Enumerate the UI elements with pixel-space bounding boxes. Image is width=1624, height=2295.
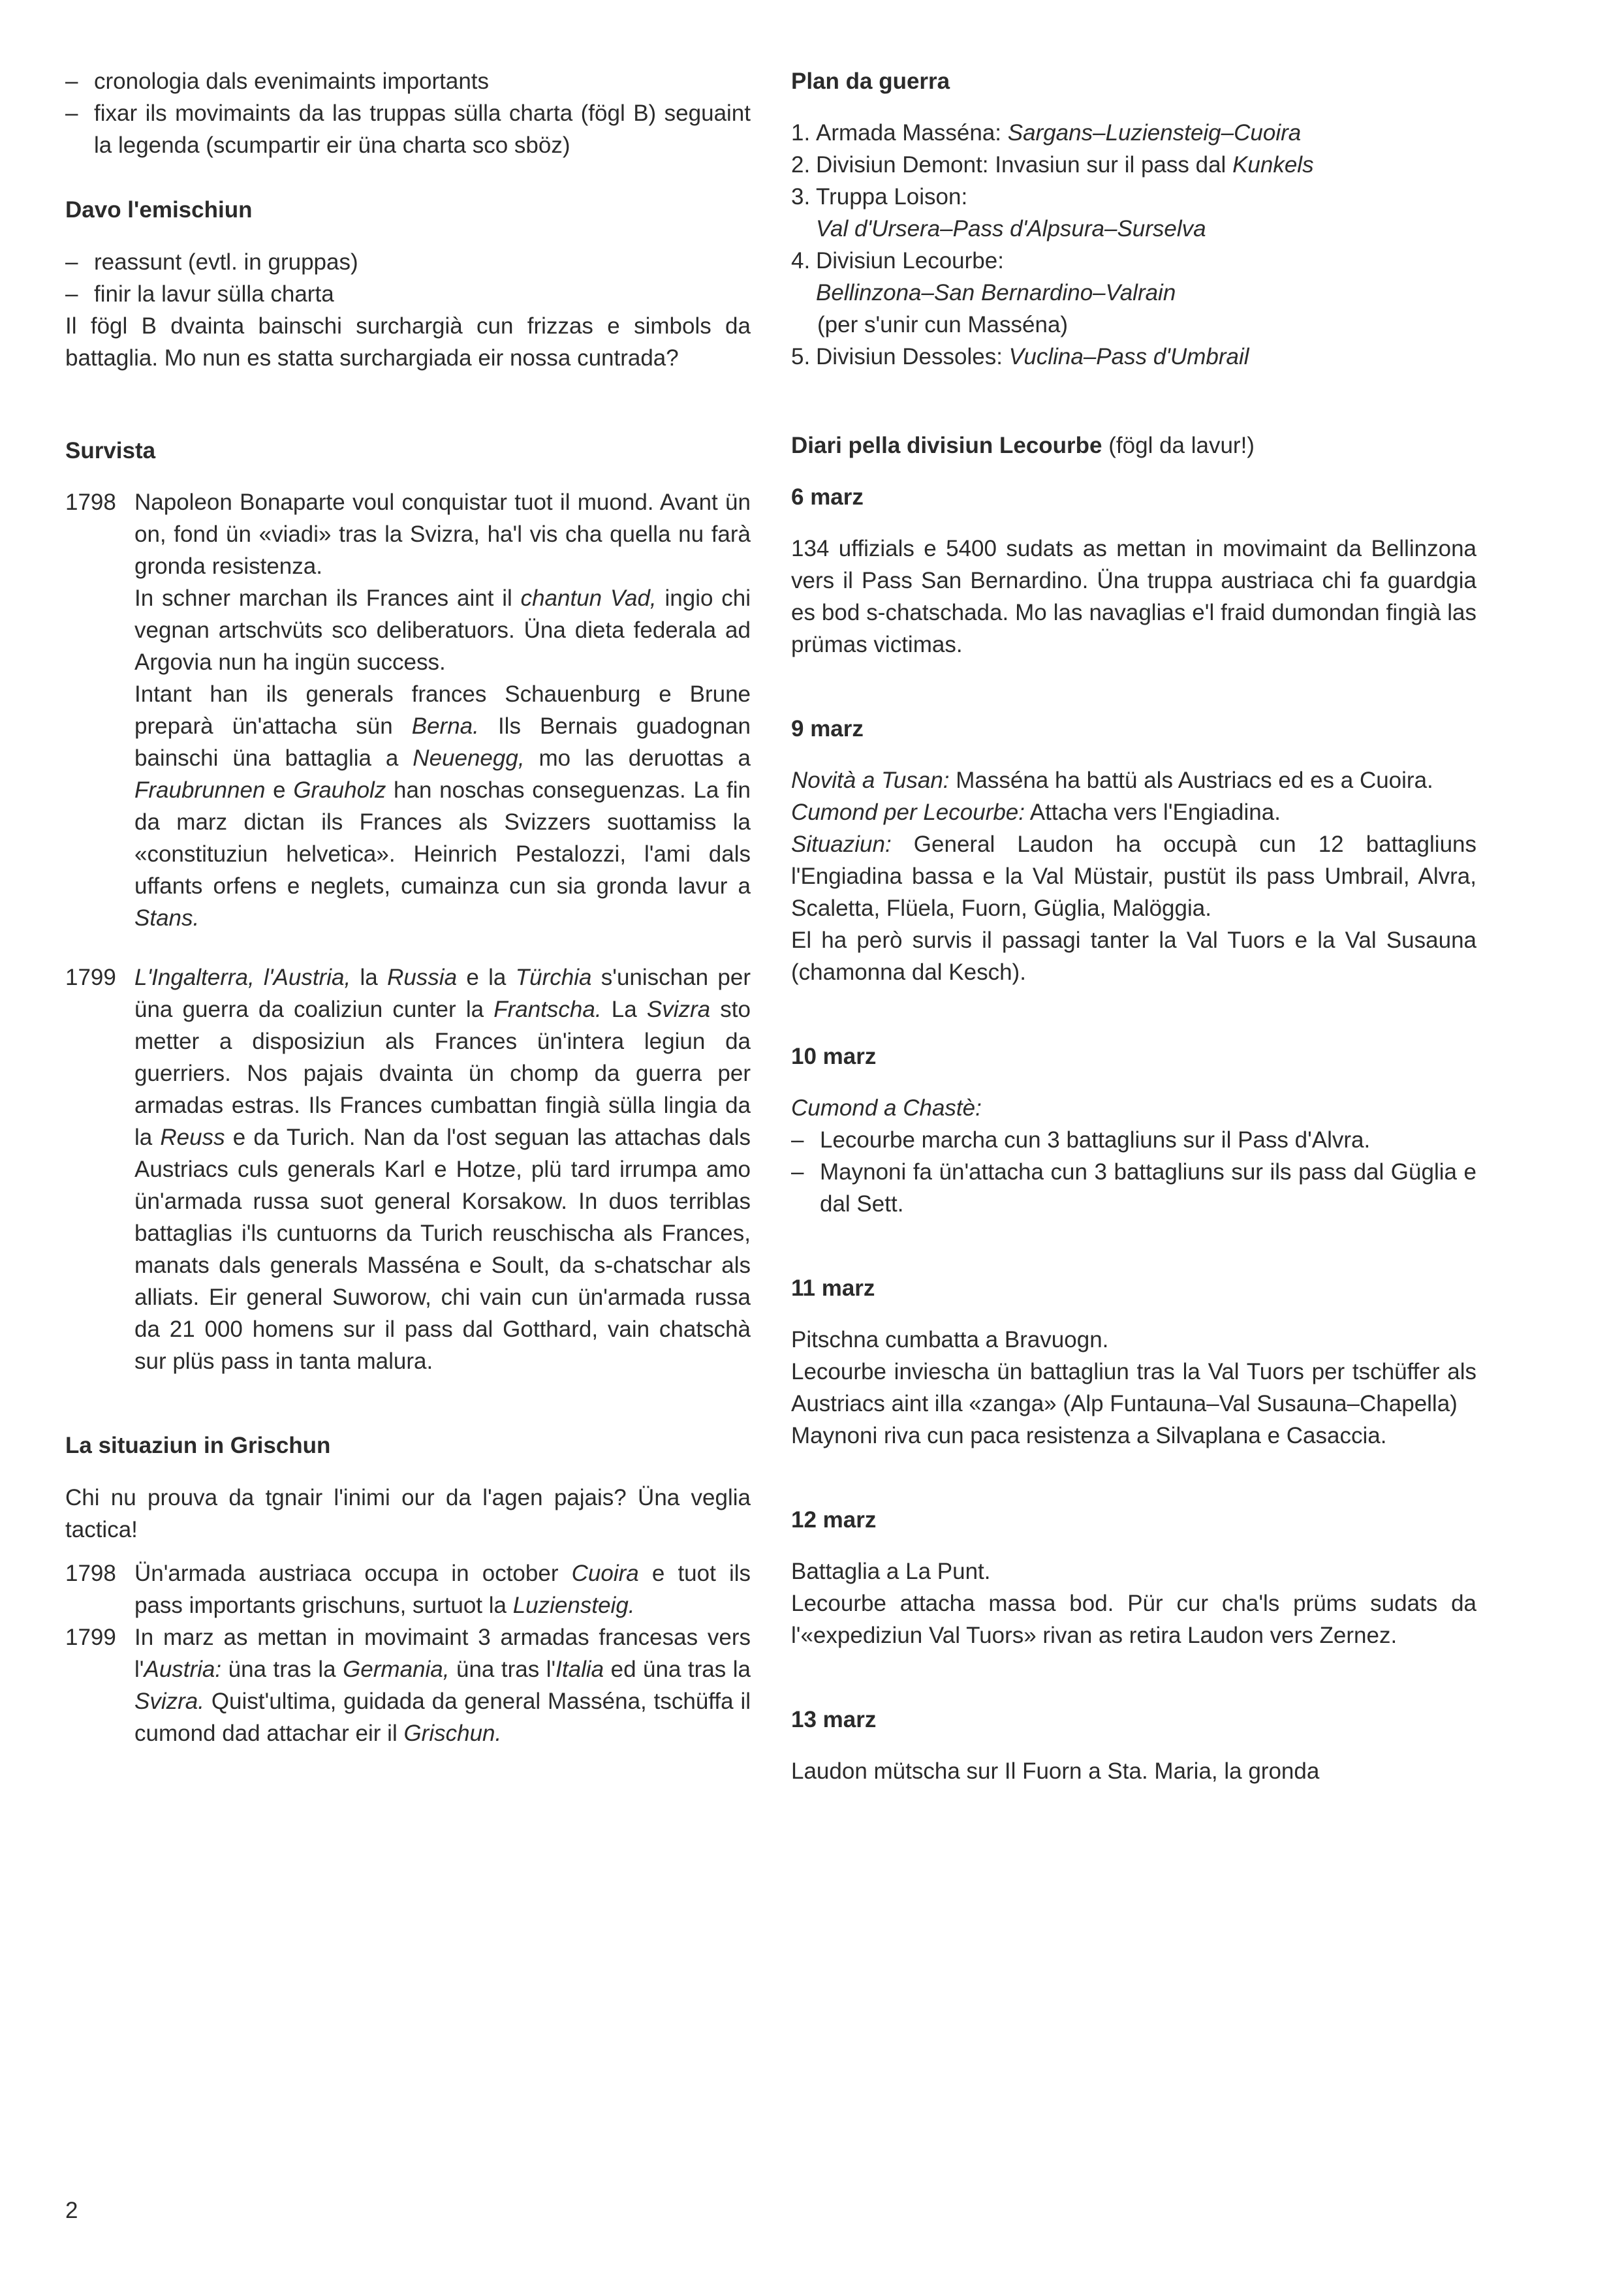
paragraph: Laudon mütscha sur Il Fuorn a Sta. Maria, la gronda — [791, 1758, 1320, 1784]
date-heading: 13 marz — [791, 1707, 877, 1732]
list-item: 4. Divisiun Lecourbe: Bellinzona–San Bernardino–Valrain (per s'unir cun Masséna) — [791, 248, 1176, 337]
list-item: – finir la lavur sülla charta — [65, 278, 751, 310]
paragraph: In schner marchan ils Frances aint il chantun Vad, ingio chi vegnan artschvüts sco deliberatuors. Üna dieta federala ad Argovia nun ha ingün success. — [134, 585, 751, 675]
paragraph: Cumond per Lecourbe: Attacha vers l'Engiadina. — [791, 800, 1281, 825]
timeline-year: 1799 — [65, 1625, 116, 1650]
timeline-entry-1798 — [65, 486, 751, 934]
list-item: 2. Divisiun Demont: Invasiun sur il pass dal Kunkels — [791, 152, 1314, 178]
list-item: – cronologia dals evenimaints importants — [65, 65, 751, 97]
timeline-year: 1798 — [65, 490, 116, 515]
paragraph: Ün'armada austriaca occupa in october Cuoira e tuot ils pass importants grischuns, surtuot la Luziensteig. — [134, 1561, 751, 1618]
timeline-entry-1798 — [65, 1557, 751, 1621]
paragraph: Intant han ils generals frances Schauenburg e Brune preparà ün'attacha sün Berna. Ils Bernais guadognan bainschi üna battaglia a Neuenegg, mo las deruottas a Fraubrunnen e Grauholz han noschas conseguenzas. La fin da marz dictan ils Frances als Svizzers suottamiss la «constituziun helvetica». Heinrich Pestalozzi, l'ami dals uffants orfens e neglets, cumainza cun sia gronda lavur a Stans. — [134, 681, 751, 931]
section-heading-situaziun: La situaziun in Grischun — [65, 1433, 331, 1458]
list-item: 1. Armada Masséna: Sargans–Luziensteig–Cuoira — [791, 120, 1302, 146]
paragraph: Battaglia a La Punt. — [791, 1559, 991, 1584]
paragraph: Napoleon Bonaparte voul conquistar tuot il muond. Avant ün on, fond ün «viadi» tras la Svizra, ha'l vis cha quella nu farà gronda resistenza. — [134, 490, 751, 579]
timeline-entry-1799 — [65, 961, 751, 1377]
plan-list — [791, 117, 1476, 373]
date-heading: 12 marz — [791, 1507, 877, 1533]
list-item: – reassunt (evtl. in gruppas) — [65, 246, 751, 278]
list-item: – fixar ils movimaints da las truppas sülla charta (fögl B) seguaint la legenda (scumpartir eir üna charta sco sböz) — [65, 97, 751, 161]
paragraph: In marz as mettan in movimaint 3 armadas francesas vers l'Austria: üna tras la Germania, üna tras l'Italia ed üna tras la Svizra. Quist'ultima, guidada da general Masséna, tschüffa il cumond dad attachar eir il Grischun. — [134, 1625, 751, 1746]
list-item: 3. Truppa Loison: Val d'Ursera–Pass d'Alpsura–Surselva — [791, 184, 1206, 242]
timeline-year: 1798 — [65, 1561, 116, 1586]
timeline-entry-1799 — [65, 1621, 751, 1749]
section-heading-plan: Plan da guerra — [791, 69, 950, 94]
right-column — [791, 65, 1476, 1787]
left-column — [65, 65, 751, 1749]
list-item: – Maynoni fa ün'attacha cun 3 battagliuns sur ils pass dal Güglia e dal Sett. — [791, 1156, 1476, 1220]
paragraph: Maynoni riva cun paca resistenza a Silvaplana e Casaccia. — [791, 1423, 1387, 1448]
section-heading-survista: Survista — [65, 438, 156, 463]
timeline-year: 1799 — [65, 965, 116, 990]
paragraph: Il fögl B dvainta bainschi surchargià cun frizzas e simbols da battaglia. Mo nun es statta surchargiada eir nossa cuntrada? — [65, 313, 751, 371]
page-number: 2 — [65, 2198, 78, 2223]
paragraph: Lecourbe inviescha ün battagliun tras la Val Tuors per tschüffer als Austriacs aint illa «zanga» (Alp Funtauna–Val Susauna–Chapella) — [791, 1359, 1476, 1416]
date-heading: 10 marz — [791, 1044, 877, 1069]
paragraph: Novità a Tusan: Masséna ha battü als Austriacs ed es a Cuoira. — [791, 768, 1433, 793]
section-heading-diari: Diari pella divisiun Lecourbe (fögl da lavur!) — [791, 433, 1255, 458]
paragraph: Lecourbe attacha massa bod. Pür cur cha'ls prüms sudats da l'«expediziun Val Tuors» rivan as retira Laudon vers Zernez. — [791, 1591, 1476, 1648]
section-heading-davo: Davo l'emischiun — [65, 197, 253, 223]
paragraph: Chi nu prouva da tgnair l'inimi our da l'agen pajais? Üna veglia tactica! — [65, 1485, 751, 1542]
paragraph: Pitschna cumbatta a Bravuogn. — [791, 1327, 1109, 1352]
date-heading: 11 marz — [791, 1275, 875, 1301]
date-heading: 9 marz — [791, 716, 864, 742]
paragraph: L'Ingalterra, l'Austria, la Russia e la Türchia s'unischan per üna guerra da coaliziun cunter la Frantscha. La Svizra sto metter a disposiziun als Frances ün'intera legiun da guerriers. Nos pajais dvainta ün chomp da guerra per armadas estras. Ils Frances cumbattan fingià sülla lingia da la Reuss e da Turich. Nan da l'ost seguan las attachas dals Austriacs culs generals Karl e Hotze, plü tard irrumpa amo ün'armada russa suot general Korsakow. In duos terriblas battaglias i'ls cuntuorns da Turich reuschischa als Frances, manats dals generals Masséna e Soult, da s-chatschar als alliats. Eir general Suworow, chi vain cun ün'armada russa da 21 000 homens sur il pass dal Gotthard, vain chatschà sur plüs pass in tanta malura. — [134, 965, 751, 1374]
list-item: – Lecourbe marcha cun 3 battagliuns sur il Pass d'Alvra. — [791, 1124, 1476, 1156]
paragraph: El ha però survis il passagi tanter la Val Tuors e la Val Susauna (chamonna dal Kesch). — [791, 928, 1476, 985]
paragraph: Situaziun: General Laudon ha occupà cun 12 battagliuns l'Engiadina bassa e la Val Müstair, pustüt ils pass Umbrail, Alvra, Scaletta, Flüela, Fuorn, Güglia, Malöggia. — [791, 832, 1476, 921]
list-item: 5. Divisiun Dessoles: Vuclina–Pass d'Umbrail — [791, 344, 1249, 369]
paragraph: 134 uffizials e 5400 sudats as mettan in movimaint da Bellinzona vers il Pass San Bernardino. Üna truppa austriaca chi fa guardgia es bod s-chatschada. Mo las navaglias e'l fraid dumondan fingià las prümas victimas. — [791, 536, 1476, 657]
paragraph-label: Cumond a Chastè: — [791, 1095, 982, 1121]
date-heading: 6 marz — [791, 484, 864, 510]
